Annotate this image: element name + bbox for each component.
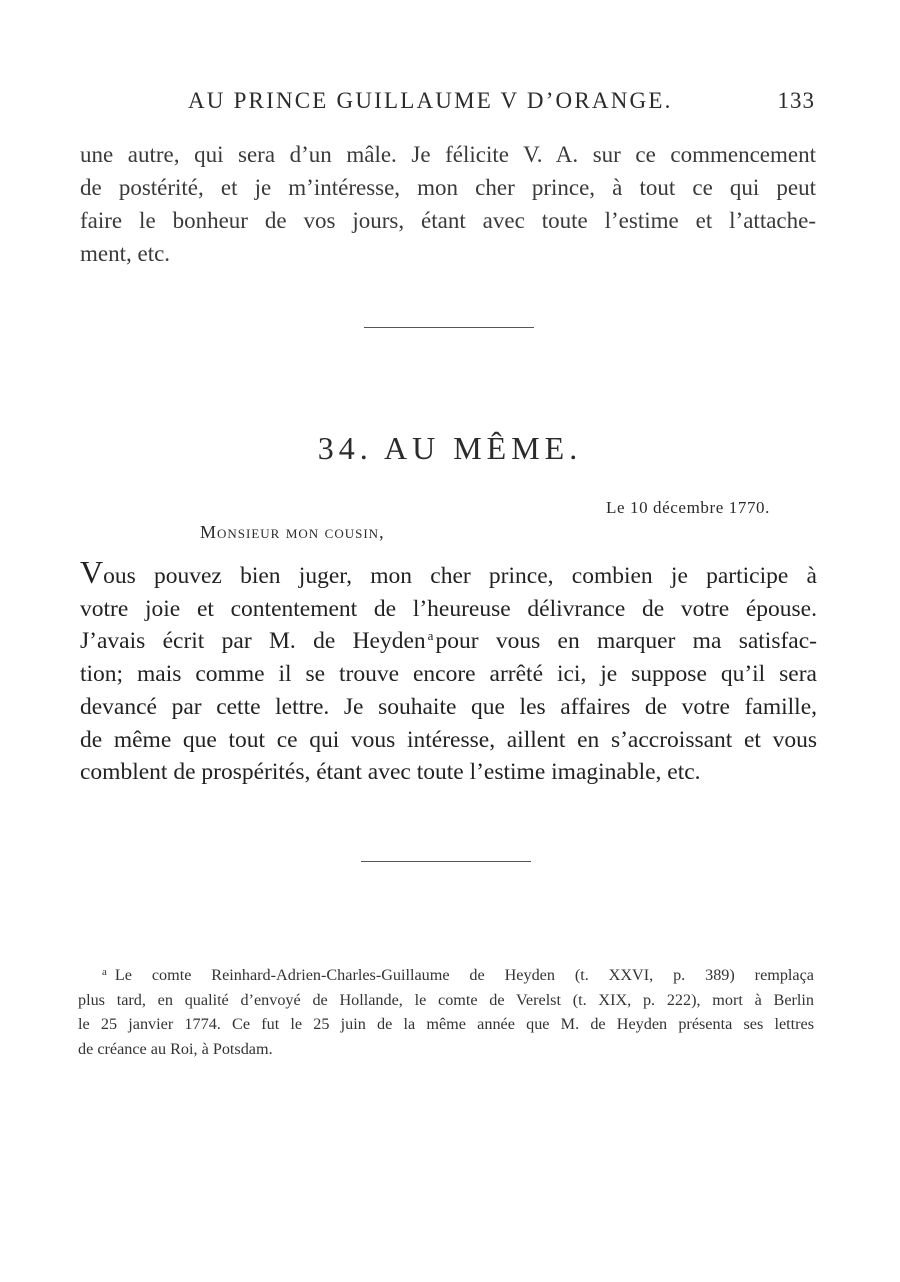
text-line: tion; mais comme il se trouve encore arrêté ici, je suppose qu’il sera [80,661,817,688]
section-divider [361,861,531,862]
text-line: une autre, qui sera d’un mâle. Je félicite V. A. sur ce commencement [80,142,816,167]
previous-letter-ending [80,138,816,270]
letter-title: AU MÊME. [384,430,583,466]
text-line [78,963,814,988]
text-fragment: J’avais écrit par M. de Heyden [80,628,426,655]
text-line: comblent de prospérités, étant avec toute l’estime imaginable, etc. [80,759,701,786]
section-divider [364,327,534,328]
text-line: de créance au Roi, à Potsdam. [78,1039,273,1058]
text-line: de postérité, et je m’intéresse, mon cher prince, à tout ce qui peut [80,175,816,200]
text-line: devancé par cette lettre. Je souhaite que les affaires de votre famille, [80,693,817,720]
footnote-reference[interactable]: a [427,628,434,644]
page-number: 133 [777,88,815,113]
footnote [78,963,814,1061]
text-fragment: pour vous en marquer ma satisfac- [435,628,817,655]
text-line: votre joie et contentement de l’heureuse délivrance de votre épouse. [80,595,817,622]
text-line: ment, etc. [80,241,171,266]
running-title: AU PRINCE GUILLAUME V D’ORANGE. [188,88,673,113]
footnote-mark: a [102,966,107,978]
text-line [80,625,817,658]
letter-body [80,554,817,789]
text-line [80,554,817,593]
letter-heading [0,430,900,467]
text-line: le 25 janvier 1774. Ce fut le 25 juin de la même année que M. de Heyden présenta ses lettres [78,1015,814,1033]
salutation: Monsieur mon cousin, [200,522,385,542]
text-line: de même que tout ce qui vous intéresse, aillent en s’accroissant et vous [80,726,817,753]
text-fragment: ous pouvez bien juger, mon cher prince, combien je participe à [103,563,817,589]
letter-date: Le 10 décembre 1770. [606,498,770,517]
text-fragment: Le comte Reinhard-Adrien-Charles-Guillaume de Heyden (t. XXVI, p. 389) remplaça [114,966,814,984]
letter-number: 34. [317,430,373,466]
text-line: faire le bonheur de vos jours, étant avec toute l’estime et l’attache- [80,208,816,233]
text-line: plus tard, en qualité d’envoyé de Hollande, le comte de Verelst (t. XIX, p. 222), mort à Berlin [78,990,814,1009]
running-head [0,88,900,124]
drop-initial: V [80,554,104,590]
